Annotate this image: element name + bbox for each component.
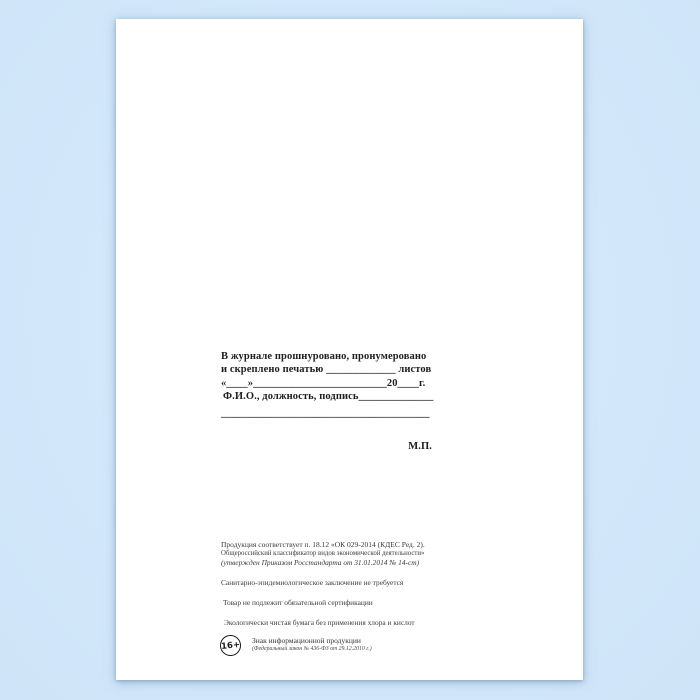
- age-rating-16plus-icon: 16+: [219, 634, 242, 657]
- compliance-statement-line-3: (утвержден Приказом Росстандарта от 31.01.2014 № 14-ст): [221, 558, 420, 567]
- certification-statement: Товар не подлежит обязательной сертификации: [223, 598, 373, 607]
- certification-block: [221, 350, 435, 453]
- compliance-statement-line-2: Общероссийский классификатор видов экономической деятельности»: [221, 549, 425, 557]
- info-sign-law-reference: (Федеральный закон № 436-ФЗ от 29.12.2010 г.): [252, 645, 372, 652]
- certify-line-5: _______________________________________: [221, 407, 430, 419]
- certify-line-3: «____»_________________________20____г.: [221, 377, 426, 389]
- product-info-block: [221, 541, 451, 656]
- certify-line-1: В журнале прошнуровано, пронумеровано: [221, 351, 427, 362]
- info-sign-title: Знак информационной продукции: [252, 636, 361, 645]
- certify-line-4: Ф.И.О., должность, подпись______________: [223, 391, 434, 403]
- journal-back-page: [116, 19, 583, 680]
- eco-paper-statement: Экологически чистая бумага без применения хлора и кислот: [224, 618, 415, 627]
- sanitary-statement: Санитарно-эпидемиологическое заключение не требуется: [221, 577, 404, 587]
- age-rating-row: [221, 635, 451, 656]
- info-sign-texts: [252, 635, 372, 653]
- certify-line-2: и скреплено печатью _____________ листов: [221, 364, 432, 376]
- stamp-place-label: М.П.: [408, 441, 432, 453]
- compliance-statement-line-1: Продукция соответствует п. 18.12 «ОК 029-2014 (КДЕС Ред. 2).: [221, 540, 425, 549]
